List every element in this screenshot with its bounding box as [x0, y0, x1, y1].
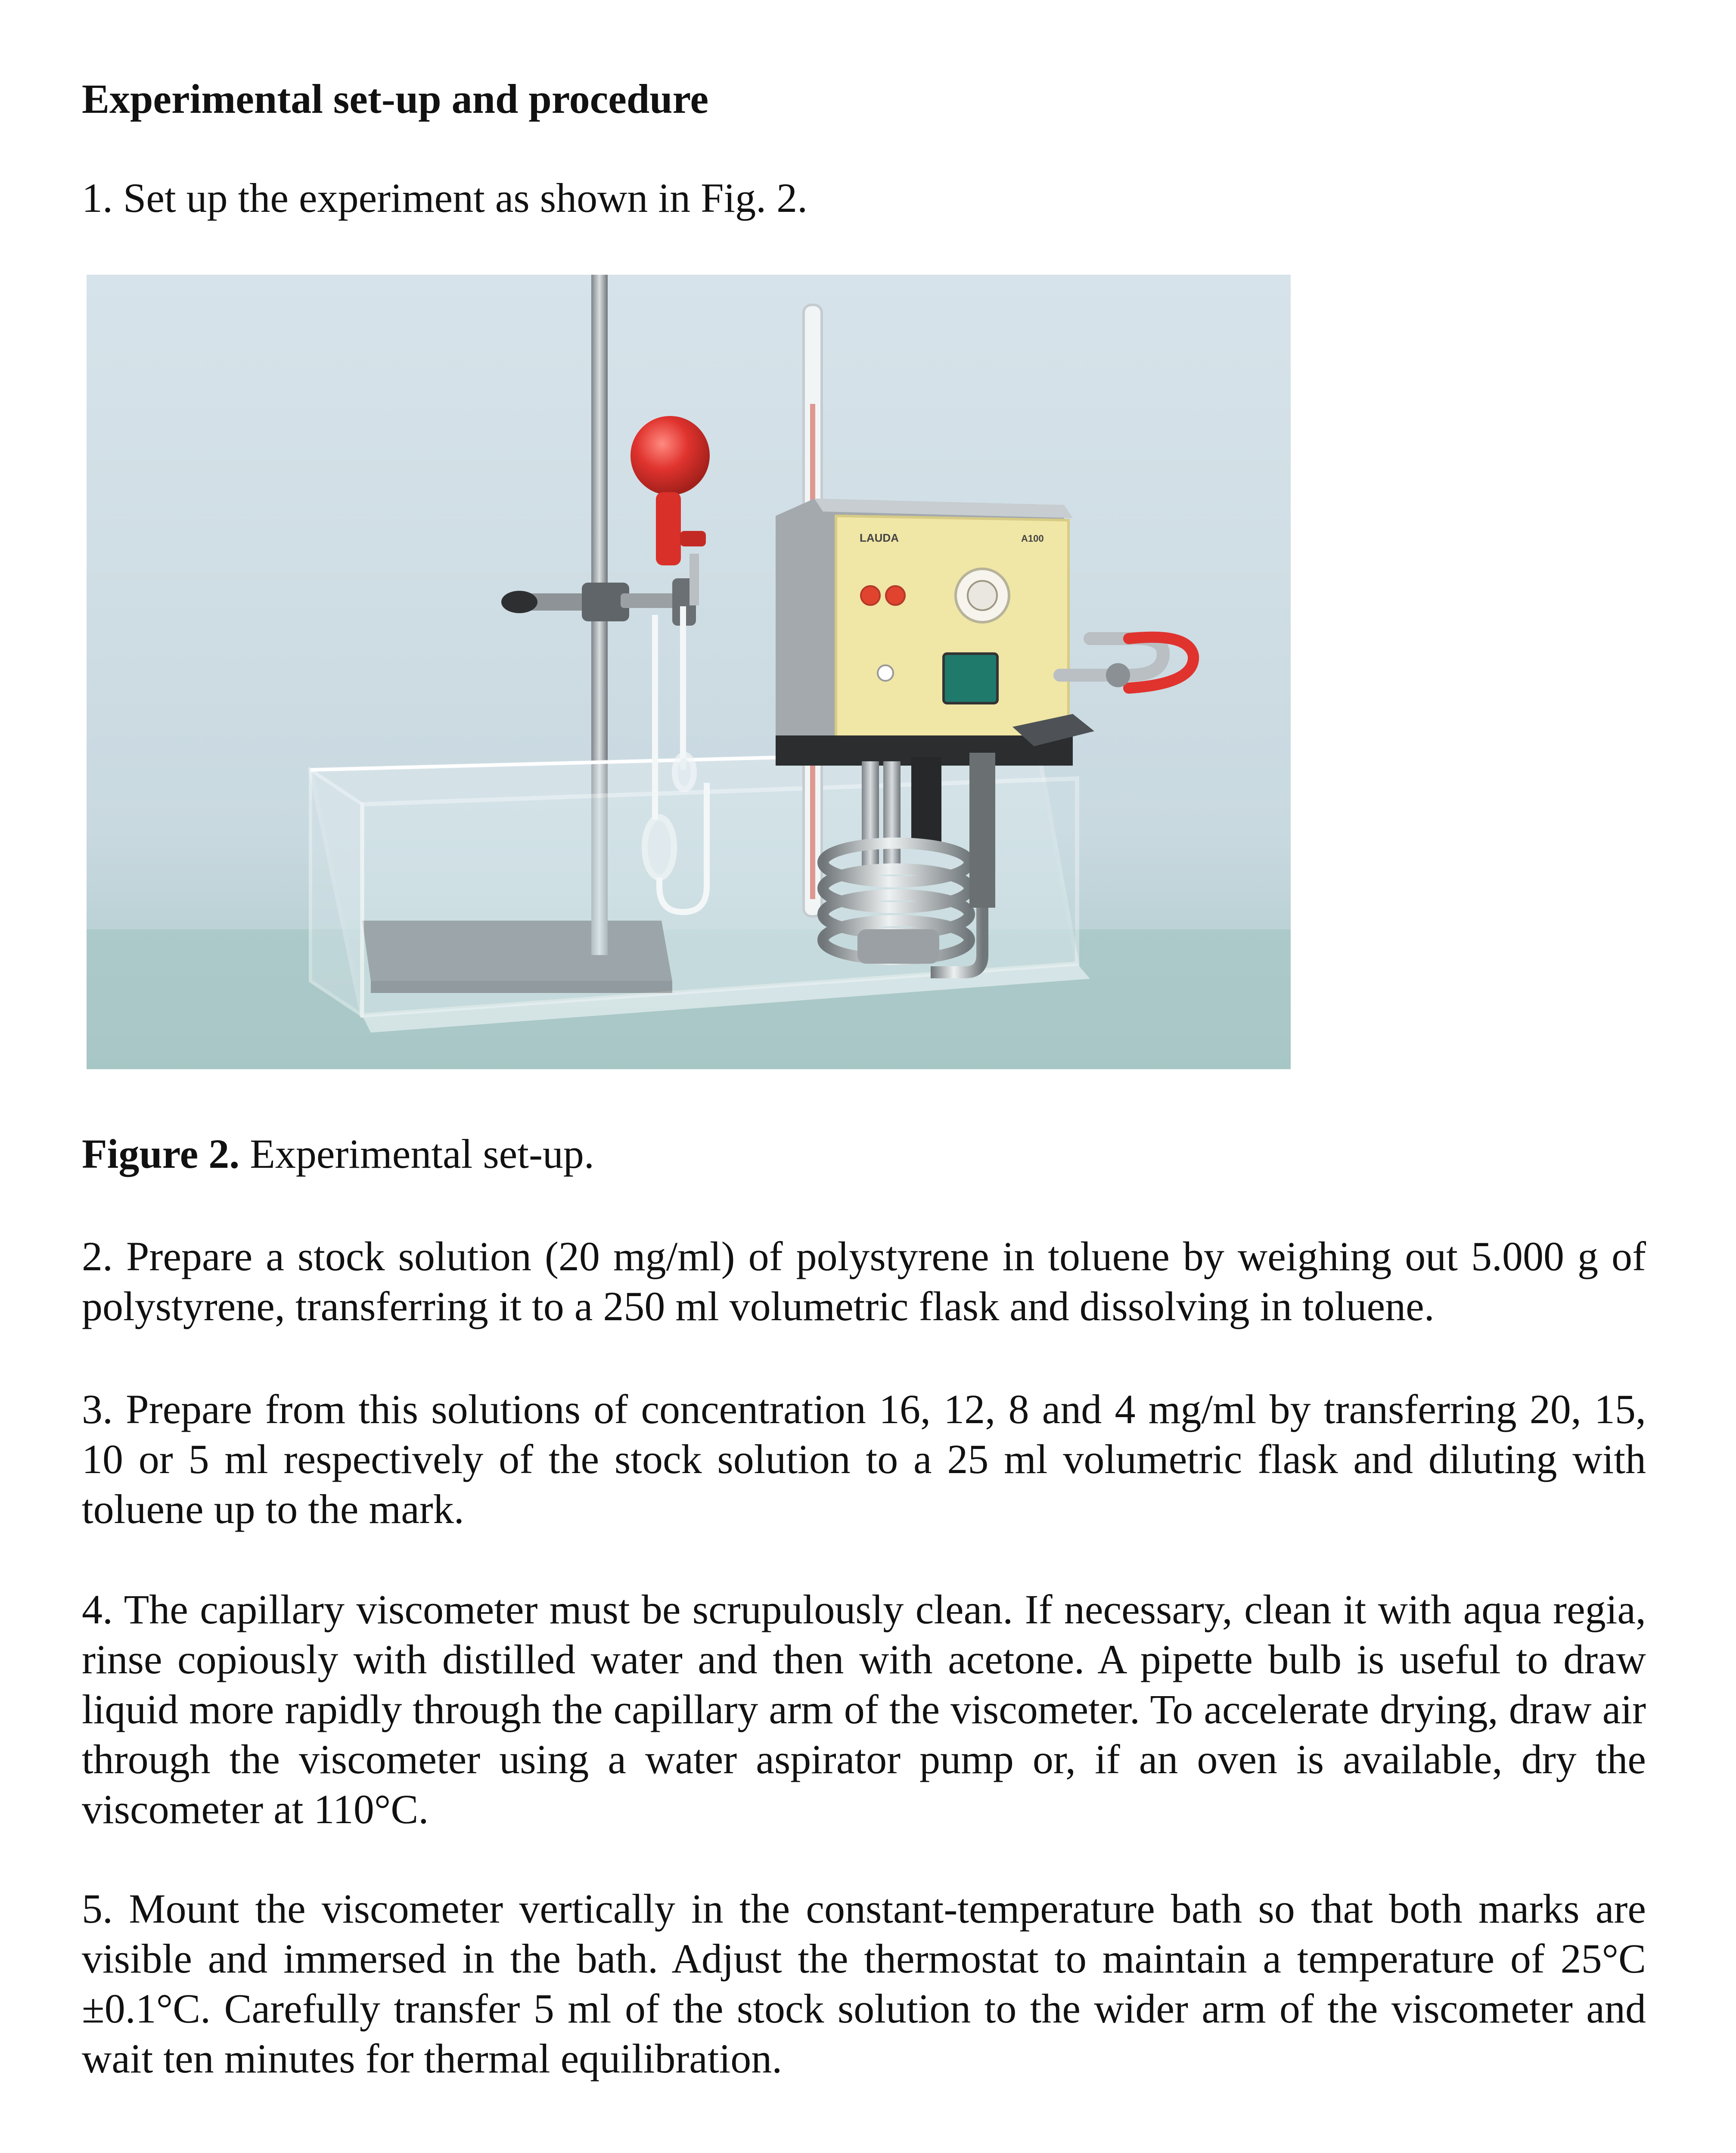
step-2: 2. Prepare a stock solution (20 mg/ml) of polystyrene in toluene by weighing out 5.000 g of polystyrene, transferring it to a 250 ml volumetric flask and dissolving in toluene. — [82, 1233, 1646, 1329]
thermostat-model-label: A100 — [1021, 533, 1044, 544]
step-3: 3. Prepare from this solutions of concentration 16, 12, 8 and 4 mg/ml by transferring 20, 15, 10 or 5 ml respectively of the stock solution to a 25 ml volumetric flask and diluting with toluene up to the mark. — [82, 1386, 1646, 1532]
step-5: 5. Mount the viscometer vertically in the constant-temperature bath so that both marks are visible and immersed in the bath. Adjust the thermostat to maintain a temperature of 25°C ±0.1°C. Carefully transfer 5 ml of the stock solution to the wider arm of the viscometer and wait ten minutes for thermal equilibration. — [82, 1886, 1646, 2082]
experimental-setup-illustration — [87, 275, 1291, 1069]
figure-caption — [82, 1130, 594, 1178]
figure-caption-label: Figure 2. — [82, 1131, 240, 1177]
step-4: 4. The capillary viscometer must be scrupulously clean. If necessary, clean it with aqua regia, rinse copiously with distilled water and then with acetone. A pipette bulb is useful to draw liquid more rapidly through the capillary arm of the viscometer. To accelerate drying, draw air through the viscometer using a water aspirator pump or, if an oven is available, dry the viscometer at 110°C. — [82, 1586, 1646, 1832]
figure-2-photo — [87, 275, 1291, 1069]
thermostat-unit — [776, 499, 1094, 766]
section-heading: Experimental set-up and procedure — [82, 76, 709, 122]
step-1: 1. Set up the experiment as shown in Fig. 2. — [82, 175, 808, 221]
figure-caption-text: Experimental set-up. — [239, 1131, 594, 1177]
thermostat-brand-label: LAUDA — [860, 531, 899, 544]
